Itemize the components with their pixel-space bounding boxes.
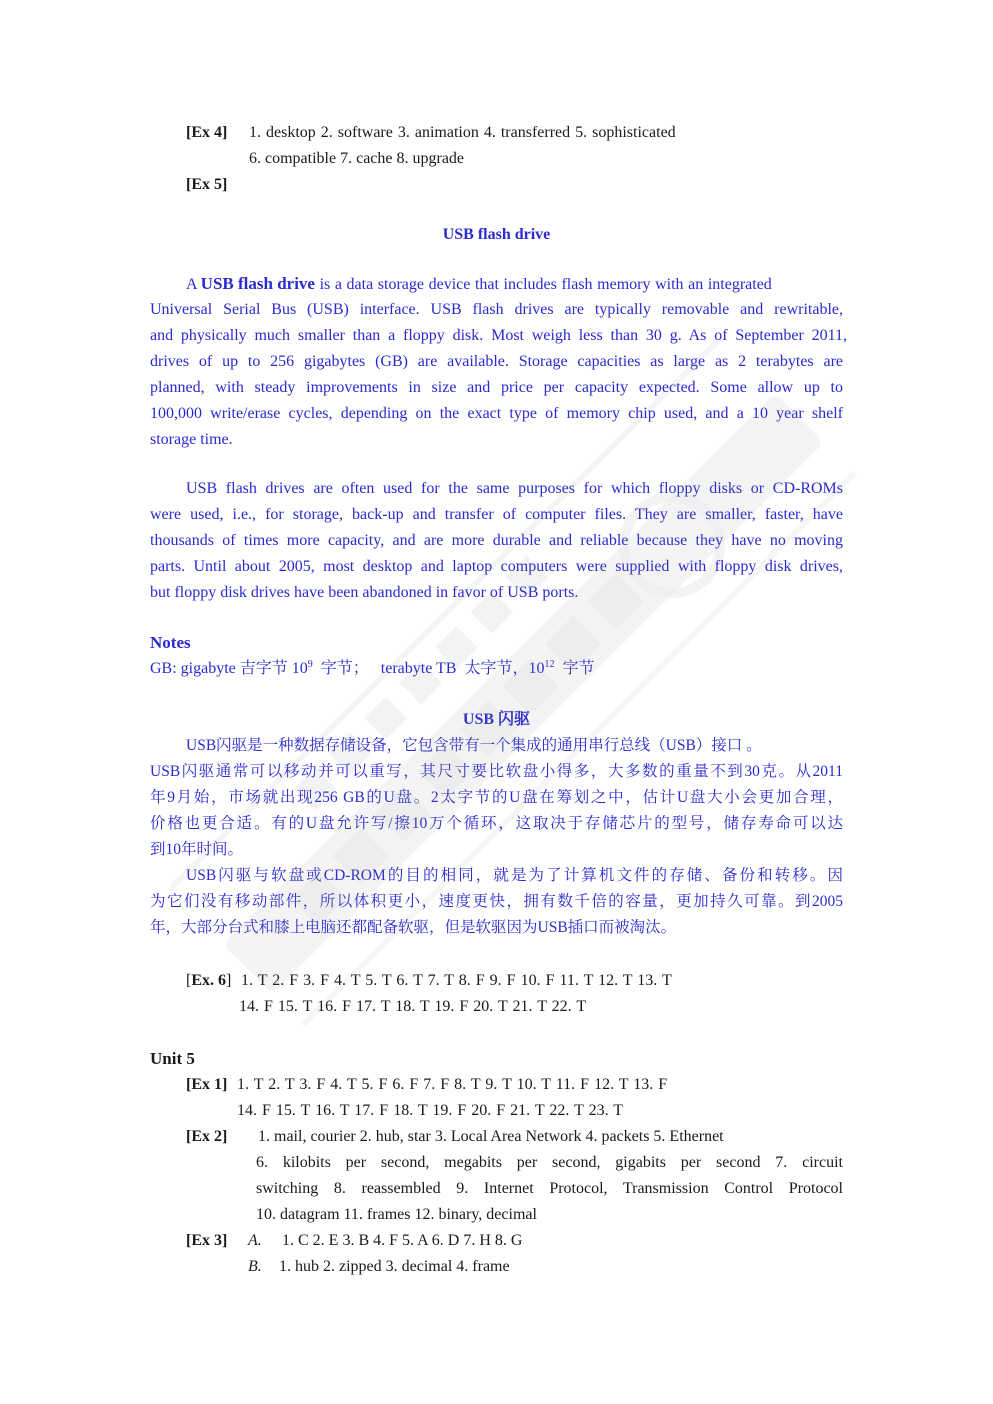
article-p1-line7: storage time. bbox=[150, 431, 233, 448]
article-p2-line5: but floppy disk drives have been abandoned in favor of USB ports. bbox=[150, 584, 579, 601]
unit5-ex3-part-a-items: 1. C 2. E 3. B 4. F 5. A 6. D 7. H 8. G bbox=[282, 1232, 523, 1249]
notes-tb-unit: 字节 bbox=[554, 660, 595, 677]
article-p2-line2: were used, i.e., for storage, back-up and transfer of computer files. They are smaller, faster, have bbox=[150, 506, 843, 523]
unit5-ex3-label: [Ex 3] bbox=[186, 1232, 228, 1249]
translation-p1-line3: 年9月始，市场就出现256 GB的U盘。2太字节的U盘在筹划之中，估计U盘大小会更加合理， bbox=[150, 789, 843, 806]
ex6-label-close-bracket: ] bbox=[226, 972, 232, 989]
article-title: USB flash drive bbox=[442, 226, 551, 243]
notes-tb-exponent: 12 bbox=[544, 659, 555, 670]
notes-gb: GB: gigabyte 吉字节 10 bbox=[150, 660, 308, 677]
ex6-label-text: Ex. 6 bbox=[191, 972, 226, 989]
ex6-label-open-bracket: [ bbox=[186, 972, 192, 989]
notes-line bbox=[150, 658, 594, 680]
translation-p2-line3: 年，大部分台式和膝上电脑还都配备软驱，但是软驱因为USB插口而被淘汰。 bbox=[150, 919, 677, 936]
unit5-ex3-part-a: A. bbox=[248, 1232, 262, 1249]
unit5-ex2-line3: switching 8. reassembled 9. Internet Protocol, Transmission Control Protocol bbox=[256, 1180, 843, 1197]
notes-tb: 字节； terabyte TB 太字节，10 bbox=[312, 660, 545, 677]
article-p1-line2: Universal Serial Bus (USB) interface. USB flash drives are typically removable and rewritable, bbox=[150, 301, 843, 318]
unit5-ex2-line1: 1. mail, courier 2. hub, star 3. Local Area Network 4. packets 5. Ethernet bbox=[258, 1128, 724, 1145]
unit5-ex1-label: [Ex 1] bbox=[186, 1076, 228, 1093]
ex5-label: [Ex 5] bbox=[186, 176, 228, 193]
notes-gb-exponent: 9 bbox=[307, 659, 313, 670]
article-term: USB flash drive bbox=[200, 274, 315, 293]
article-p2-line1: USB flash drives are often used for the same purposes for which floppy disks or CD-ROMs bbox=[186, 480, 843, 497]
unit5-ex2-label: [Ex 2] bbox=[186, 1128, 228, 1145]
unit5-ex2-line2: 6. kilobits per second, megabits per second, gigabits per second 7. circuit bbox=[256, 1154, 843, 1171]
article-p1-line1 bbox=[186, 273, 843, 296]
notes-heading: Notes bbox=[150, 633, 191, 652]
article-p1-line5: planned, with steady improvements in size and price per capacity expected. Some allow up to bbox=[150, 379, 843, 396]
article-p1-l1: is a data storage device that includes flash memory with an integrated bbox=[314, 276, 772, 293]
ex4-answers-line2: 6. compatible 7. cache 8. upgrade bbox=[249, 150, 465, 167]
unit5-ex1-line1: 1. T 2. T 3. F 4. T 5. F 6. F 7. F 8. T 9. T 10. T 11. F 12. T 13. F bbox=[237, 1076, 668, 1093]
article-p2-line4: parts. Until about 2005, most desktop and laptop computers were supplied with floppy disk drives, bbox=[150, 558, 843, 575]
article-p1-line3: and physically much smaller than a floppy disk. Most weigh less than 30 g. As of September 2011, bbox=[150, 327, 847, 344]
ex4-answers-line1: 1. desktop 2. software 3. animation 4. transferred 5. sophisticated bbox=[249, 124, 676, 141]
unit5-ex2-line4: 10. datagram 11. frames 12. binary, decimal bbox=[256, 1206, 537, 1223]
article-p2-line3: thousands of times more capacity, and are more durable and reliable because they have no moving bbox=[150, 532, 843, 549]
ex6-answers-line1: 1. T 2. F 3. F 4. T 5. T 6. T 7. T 8. F 9. F 10. F 11. T 12. T 13. T bbox=[241, 972, 672, 989]
translation-p1-line1: USB闪驱是一种数据存储设备，它包含带有一个集成的通用串行总线（USB）接口 。 bbox=[186, 737, 762, 754]
ex4-label: [Ex 4] bbox=[186, 124, 228, 141]
ex6-answers-line2: 14. F 15. T 16. F 17. T 18. T 19. F 20. T 21. T 22. T bbox=[239, 998, 587, 1015]
article-p1-line4: drives of up to 256 gigabytes (GB) are available. Storage capacities as large as 2 terabytes are bbox=[150, 353, 843, 370]
unit5-ex1-line2: 14. F 15. T 16. T 17. F 18. T 19. F 20. F 21. T 22. T 23. T bbox=[237, 1102, 624, 1119]
translation-p2-line1: USB闪驱与软盘或CD-ROM的目的相同，就是为了计算机文件的存储、备份和转移。因 bbox=[186, 867, 843, 884]
ex6-label bbox=[186, 970, 231, 992]
translation-p1-line5: 到10年时间。 bbox=[150, 841, 244, 858]
translation-p1-line4: 价格也更合适。有的U盘允许写/擦10万个循环，这取决于存储芯片的型号，储存寿命可以达 bbox=[150, 815, 843, 832]
translation-p2-line2: 为它们没有移动部件，所以体积更小，速度更快，拥有数千倍的容量，更加持久可靠。到2005 bbox=[150, 893, 843, 910]
article-p1-line6: 100,000 write/erase cycles, depending on the exact type of memory chip used, and a 10 year shelf bbox=[150, 405, 843, 422]
unit5-heading: Unit 5 bbox=[150, 1049, 195, 1068]
unit5-ex3-part-b: B. bbox=[248, 1258, 262, 1275]
article-p1-lead: A bbox=[186, 276, 201, 293]
watermark-graphic bbox=[170, 330, 870, 1050]
unit5-ex3-part-b-items: 1. hub 2. zipped 3. decimal 4. frame bbox=[279, 1258, 510, 1275]
translation-title: USB 闪驱 bbox=[462, 711, 531, 728]
translation-p1-line2: USB闪驱通常可以移动并可以重写，其尺寸要比软盘小得多，大多数的重量不到30克。从2011 bbox=[150, 763, 843, 780]
